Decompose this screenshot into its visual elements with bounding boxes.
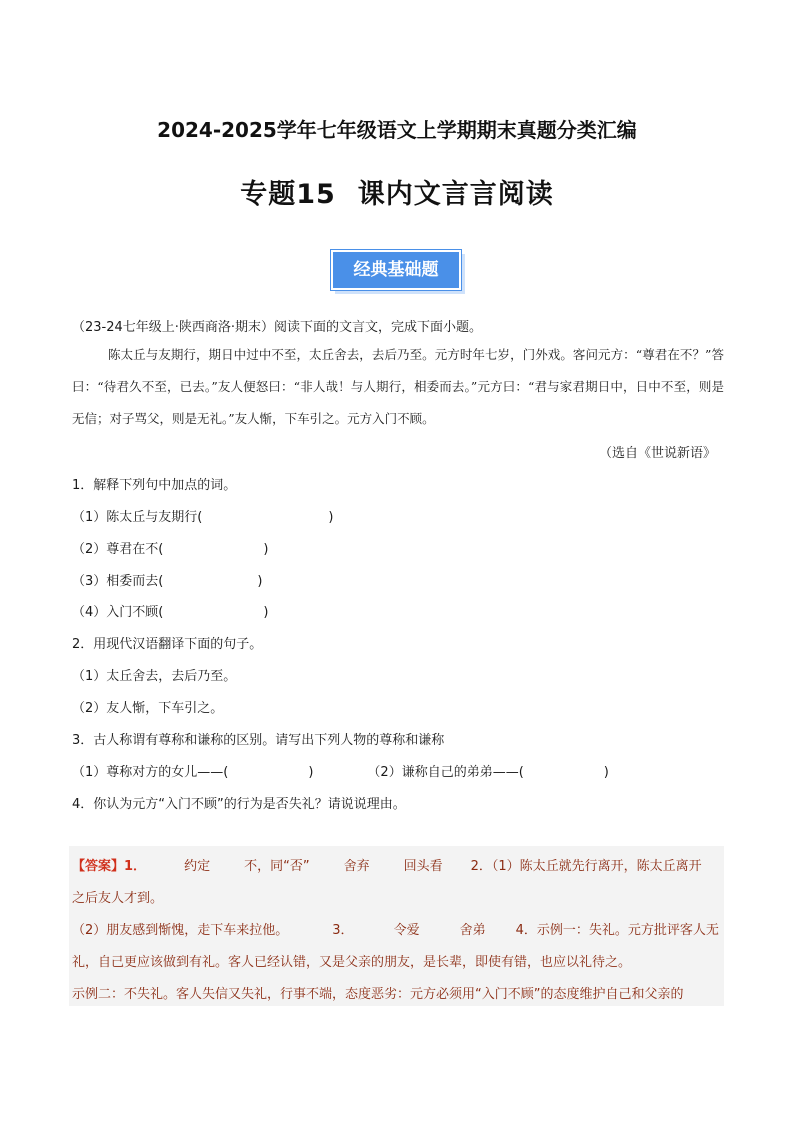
question-1-4: （4）入门不顾( ) (72, 605, 269, 620)
topic-number: 专题15 (240, 179, 336, 210)
question-intro: （23-24七年级上·陕西商洛·期末）阅读下面的文言文，完成下面小题。 (72, 320, 483, 335)
question-2: 2．用现代汉语翻译下面的句子。 (72, 637, 263, 652)
passage-source: （选自《世说新语》 (598, 446, 716, 461)
question-2-2: （2）友人惭，下车引之。 (72, 701, 224, 716)
answer-line-5: 示例二：不失礼。客人失信又失礼，行事不端，态度恶劣：元方必须用“入门不顾”的态度维护自己和父亲的 (72, 987, 684, 1002)
answer-line-4: 礼，自己更应该做到有礼。客人已经认错，又是父亲的朋友，是长辈，即使有错，也应以礼待之。 (72, 955, 632, 970)
question-3: 3．古人称谓有尊称和谦称的区别。请写出下列人物的尊称和谦称 (72, 733, 445, 748)
question-1-1: （1）陈太丘与友期行( ) (72, 510, 334, 525)
question-3-items: （1）尊称对方的女儿——( ) （2）谦称自己的弟弟——( ) (72, 765, 609, 780)
question-1-3: （3）相委而去( ) (72, 574, 263, 589)
classical-passage: 陈太丘与友期行，期日中过中不至，太丘舍去，去后乃至。元方时年七岁，门外戏。客问元方：“尊君在不？”答曰：“待君久不至，已去。”友人便怒曰：“非人哉！与人期行，相委而去。”元方曰：“君与家君期日中，日中不至，则是无信；对子骂父，则是无礼。”友人惭，下车引之。元方入门不顾。 (72, 347, 724, 426)
answer-tag: 【答案】 (72, 859, 125, 874)
section-badge (331, 250, 465, 294)
question-4: 4．你认为元方“入门不顾”的行为是否失礼？请说说理由。 (72, 797, 406, 812)
section-badge-label: 经典基础题 (331, 250, 461, 290)
question-1: 1．解释下列句中加点的词。 (72, 478, 237, 493)
answer-line-2: 之后友人才到。 (72, 891, 164, 906)
answer-line-1: 【答案】1． 约定 不，同“否” 舍弃 回头看 2．（1）陈太丘就先行离开，陈太丘离开 (72, 859, 702, 874)
answer-line-3: （2）朋友感到惭愧，走下车来拉他。 3． 令爱 舍弟 4．示例一：失礼。元方批评客人无 (72, 923, 719, 938)
topic-heading (0, 172, 794, 211)
question-2-1: （1）太丘舍去，去后乃至。 (72, 669, 237, 684)
question-1-2: （2）尊君在不( ) (72, 542, 269, 557)
document-title: 2024-2025学年七年级语文上学期期末真题分类汇编 (157, 118, 637, 142)
topic-name: 课内文言言阅读 (357, 179, 554, 210)
